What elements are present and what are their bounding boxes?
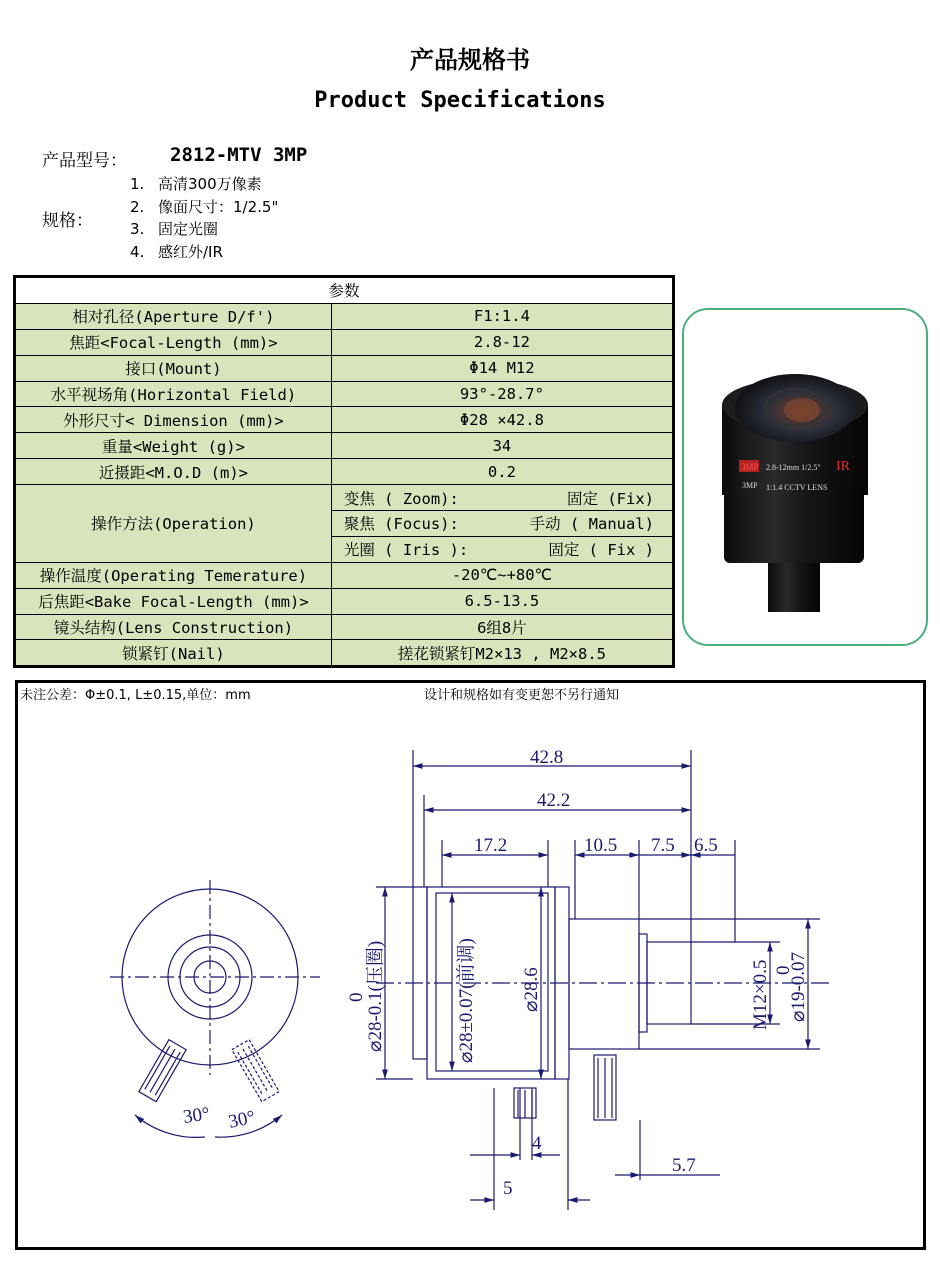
badge-3mp: 3MP [742, 481, 758, 490]
tolerance-note: 未注公差：Φ±0.1, L±0.15,单位：mm [20, 688, 251, 703]
badge-ir: IR [836, 459, 850, 474]
dim-7-5: 7.5 [651, 835, 675, 856]
table-row: 锁紧钉(Nail) 搓花锁紧钉M2×13 , M2×8.5 [15, 640, 674, 667]
dim-42-2: 42.2 [537, 790, 571, 811]
page-title-en: Product Specifications [314, 88, 606, 113]
dim-6-5: 6.5 [694, 835, 718, 856]
thread-m12: M12×0.5 [750, 959, 771, 1030]
spec-item: 1. 高清300万像素 [130, 175, 262, 193]
svg-text:3MP: 3MP [741, 462, 759, 472]
lens-label-1: 2.8-12mm 1/2.5" [766, 463, 821, 472]
dim-5: 5 [503, 1178, 513, 1199]
dim-5-7: 5.7 [672, 1155, 696, 1176]
tol-zero-28: 0 [346, 992, 367, 1002]
dia-28-6: ⌀28.6 [521, 967, 542, 1012]
lens-label-2: 1:1.4 CCTV LENS [766, 483, 828, 492]
tol-zero-19: 0 [773, 965, 794, 975]
dim-17-2: 17.2 [474, 835, 508, 856]
table-row-operation: 操作方法(Operation) 变焦 ( Zoom): 固定 (Fix) [15, 485, 674, 511]
spec-item: 2. 像面尺寸：1/2.5" [130, 197, 279, 216]
table-row: 水平视场角(Horizontal Field) 93°-28.7° [15, 381, 674, 407]
model-label: 产品型号： [42, 151, 127, 171]
table-row-operation: 聚焦 (Focus): 手动 ( Manual) [15, 511, 674, 537]
spec-item: 4. 感红外/IR [130, 242, 223, 261]
dia-28-press: ⌀28-0.1(压圈) [365, 940, 386, 1052]
table-row: 相对孔径(Aperture D/f') F1:1.4 [15, 303, 674, 329]
table-row: 操作温度(Operating Temerature) -20℃~+80℃ [15, 562, 674, 588]
table-row: 接口(Mount) Φ14 M12 [15, 355, 674, 381]
dim-42-8: 42.8 [530, 747, 564, 768]
page-title-cn: 产品规格书 [410, 46, 530, 74]
table-row: 焦距<Focal-Length (mm)> 2.8-12 [15, 329, 674, 355]
spec-item: 3. 固定光圈 [130, 220, 219, 238]
dim-10-5: 10.5 [584, 835, 618, 856]
table-row: 镜头结构(Lens Construction) 6组8片 [15, 614, 674, 640]
dia-19: ⌀19-0.07 [788, 951, 809, 1022]
model-value: 2812-MTV 3MP [170, 144, 308, 166]
table-row-operation: 光圈 ( Iris ): 固定 ( Fix ) [15, 536, 674, 562]
table-row: 重量<Weight (g)> 34 [15, 433, 674, 459]
table-row: 后焦距<Bake Focal-Length (mm)> 6.5-13.5 [15, 588, 674, 614]
dia-28-front: ⌀28±0.07(前调) [456, 938, 477, 1063]
table-row: 近摄距<M.O.D (m)> 0.2 [15, 459, 674, 485]
dim-4: 4 [532, 1133, 542, 1154]
table-row: 外形尺寸< Dimension (mm)> Φ28 ×42.8 [15, 407, 674, 433]
disclaimer-note: 设计和规格如有变更恕不另行通知 [424, 688, 620, 703]
spec-label: 规格： [42, 211, 93, 231]
angle-left: 30° [181, 1103, 212, 1128]
angle-right: 30° [226, 1106, 258, 1133]
table-header: 参数 [15, 277, 674, 304]
